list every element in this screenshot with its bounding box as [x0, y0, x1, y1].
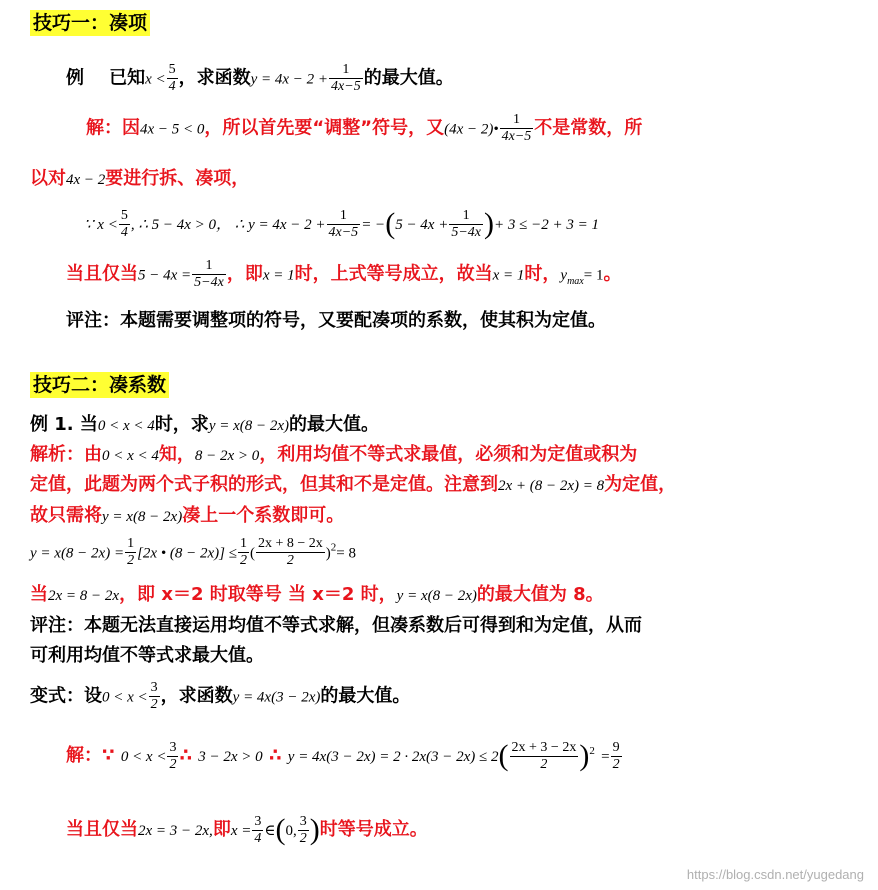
- section2-analysis-line2: 定值，此题为两个式子积的形式，但其和不是定值。注意到2x + (8 − 2x) = 8为定值，: [30, 474, 677, 495]
- section1-example: 例 已知x < $\frac{5}{4}$ ，求函数y = 4x − 2 + $\frac{1}{4x-5}$ 的最大值。: [66, 62, 454, 94]
- section2-variant-solution: 解：∵ 0 < x < $\frac{3}{2}$ ∴ 3 − 2x > 0 ∴ y = 4x(3 − 2x) = 2 · 2x(3 − 2x) ≤ 2( $\frac{2x + 3 - 2x}{2}$ )$^2$ = $\frac{9}{2}$: [66, 739, 620, 772]
- section1-solution-line1: 解：因4x − 5 < 0，所以首先要“调整”符号，又(4x − 2)• $\frac{1}{4x-5}$ 不是常数，所: [86, 112, 643, 144]
- section1-equality: 当且仅当5 − 4x = $\frac{1}{5-4x}$ ，即x = 1时，上式等号成立，故当x = 1时，$y_{max}= 1$。: [66, 258, 622, 290]
- fraction: $\frac{2x + 8 - 2x}{2}$: [257, 536, 323, 568]
- section2-variant: 变式：设0 < x < $\frac{3}{2}$ ，求函数y = 4x(3 − 2x)的最大值。: [30, 680, 411, 712]
- section1-comment: 评注：本题需要调整项的符号，又要配凑项的系数，使其积为定值。: [66, 310, 606, 331]
- section2-derivation: y = x(8 − 2x) = $\frac{1}{2}$ [2x • (8 − 2x)] ≤ $\frac{1}{2}$ ( $\frac{2x + 8 - 2x}{2}$ )$^2$= 8: [30, 536, 356, 568]
- fraction: $\frac{3}{4}$: [254, 813, 262, 846]
- section2-title: 技巧二：凑系数: [30, 374, 169, 397]
- watermark: https://blog.csdn.net/yugedang: [686, 867, 864, 882]
- section1-derivation: ∵ x < $\frac{5}{4}$ , ∴ 5 − 4x > 0， ∴ y = 4x − 2 + $\frac{1}{4x-5}$ = −(5 − 4x + $\frac{1}{5-4x}$ )+ 3 ≤ −2 + 3 = 1: [84, 207, 599, 240]
- fraction: $\frac{3}{2}$: [169, 739, 177, 772]
- fraction: $\frac{1}{4x-5}$: [328, 207, 359, 240]
- section2-comment-line1: 评注：本题无法直接运用均值不等式求解，但凑系数后可得到和为定值，从而: [30, 615, 642, 636]
- fraction: $\frac{1}{4x-5}$: [501, 112, 532, 144]
- section2-example1: 例 1. 当0 < x < 4时，求y = x(8 − 2x)的最大值。: [30, 414, 380, 435]
- section2-comment-line2: 可利用均值不等式求最大值。: [30, 645, 264, 666]
- fraction: $\frac{1}{2}$: [239, 536, 247, 568]
- fraction: $\frac{2x + 3 - 2x}{2}$: [511, 739, 577, 772]
- section2-analysis-line1: 解析：由0 < x < 4知，8 − 2x > 0，利用均值不等式求最值，必须和为定值或积为: [30, 444, 638, 465]
- section2-analysis-line3: 故只需将y = x(8 − 2x)凑上一个系数即可。: [30, 505, 345, 526]
- fraction: $\frac{5}{4}$: [120, 207, 128, 240]
- section2-final: 当且仅当2x = 3 − 2x,即x = $\frac{3}{4}$ ∈(0, $\frac{3}{2}$ )时等号成立。: [66, 813, 428, 846]
- fraction: $\frac{1}{5-4x}$: [451, 207, 482, 240]
- section1-title: 技巧一：凑项: [30, 12, 150, 35]
- fraction: $\frac{3}{2}$: [299, 813, 307, 846]
- fraction: $\frac{9}{2}$: [612, 739, 620, 772]
- fraction: $\frac{1}{2}$: [127, 536, 135, 568]
- section2-equality: 当2x = 8 − 2x，即 x＝2 时取等号 当 x＝2 时，y = x(8 − 2x)的最大值为 8。: [30, 584, 604, 605]
- fraction: $\frac{5}{4}$: [168, 62, 176, 94]
- fraction: $\frac{1}{4x-5}$: [331, 62, 361, 94]
- section1-solution-line2: 以对4x − 2要进行拆、凑项，: [30, 168, 250, 189]
- fraction: $\frac{3}{2}$: [150, 680, 158, 712]
- fraction: $\frac{1}{5-4x}$: [194, 258, 224, 290]
